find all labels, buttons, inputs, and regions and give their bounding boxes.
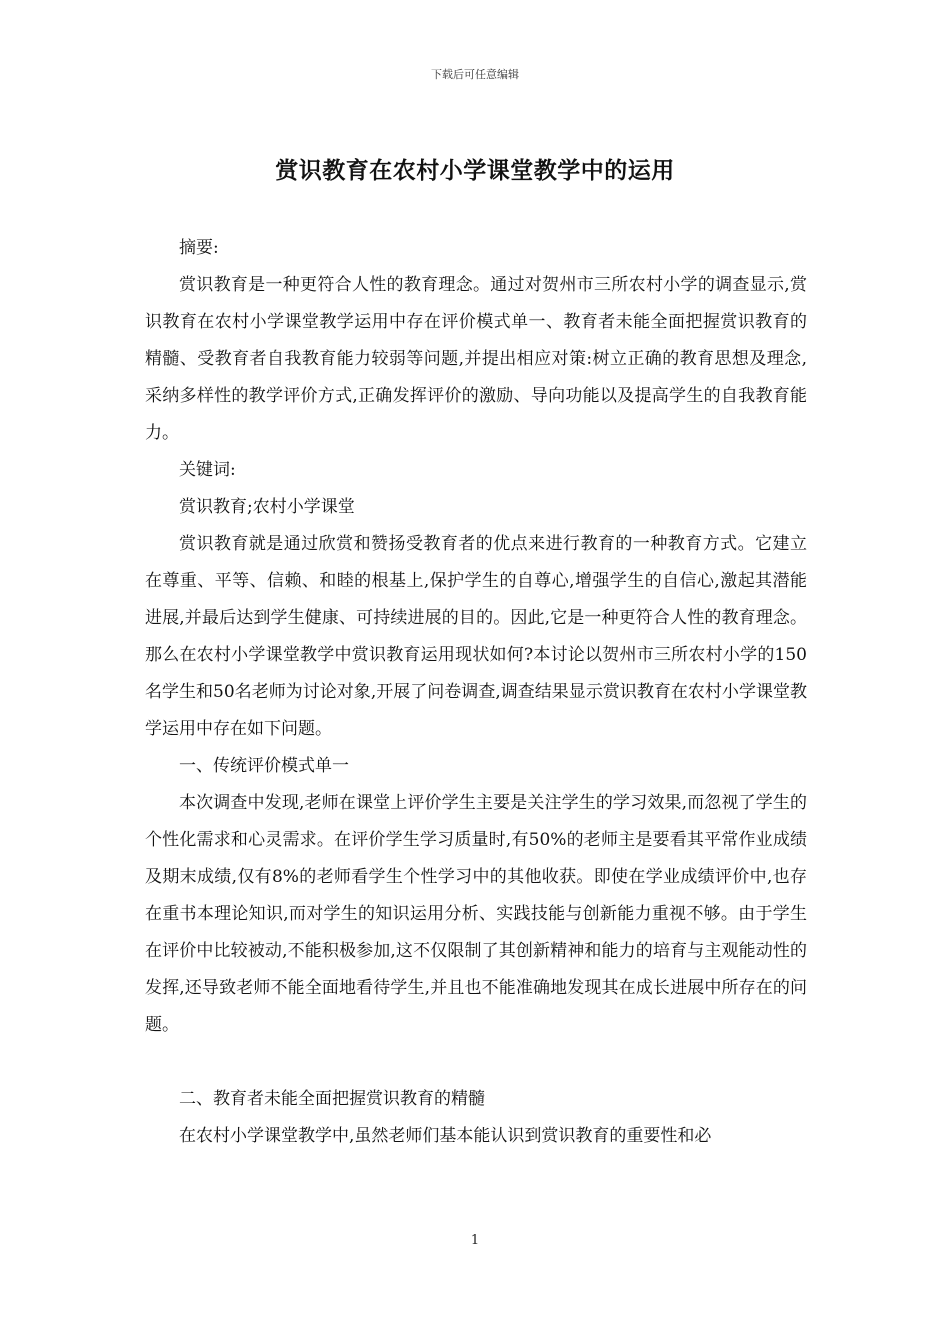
document-title: 赏识教育在农村小学课堂教学中的运用 bbox=[275, 158, 675, 184]
section-heading-2: 二、教育者未能全面把握赏识教育的精髓 bbox=[179, 1089, 485, 1109]
page-number: 1 bbox=[470, 1233, 480, 1248]
abstract-text: 赏识教育是一种更符合人性的教育理念。通过对贺州市三所农村小学的调查显示,赏识教育在农村小学课堂教学运用中存在评价模式单一、教育者未能全面把握赏识教育的精髓、受教育者自我教育能力较弱等问题,并提出相应对策:树立正确的教育思想及理念,采纳多样性的教学评价方式,正确发挥评价的激励、导向功能以及提高学生的自我教育能力。 bbox=[145, 275, 807, 443]
abstract-heading: 摘要: bbox=[179, 238, 219, 258]
header-note: 下载后可任意编辑 bbox=[431, 68, 519, 81]
intro-paragraph: 赏识教育就是通过欣赏和赞扬受教育者的优点来进行教育的一种教育方式。它建立在尊重、平等、信赖、和睦的根基上,保护学生的自尊心,增强学生的自信心,激起其潜能进展,并最后达到学生健康、可持续进展的目的。因此,它是一种更符合人性的教育理念。那么在农村小学课堂教学中赏识教育运用现状如何?本讨论以贺州市三所农村小学的150名学生和50名老师为讨论对象,开展了问卷调查,调查结果显示赏识教育在农村小学课堂教学运用中存在如下问题。 bbox=[145, 534, 807, 739]
keywords-heading: 关键词: bbox=[179, 460, 236, 480]
section-1-paragraph: 本次调查中发现,老师在课堂上评价学生主要是关注学生的学习效果,而忽视了学生的个性化需求和心灵需求。在评价学生学习质量时,有50%的老师主是要看其平常作业成绩及期末成绩,仅有8%的老师看学生个性学习中的其他收获。即使在学业成绩评价中,也存在重书本理论知识,而对学生的知识运用分析、实践技能与创新能力重视不够。由于学生在评价中比较被动,不能积极参加,这不仅限制了其创新精神和能力的培育与主观能动性的发挥,还导致老师不能全面地看待学生,并且也不能准确地发现其在成长进展中所存在的问题。 bbox=[145, 793, 807, 1035]
section-heading-1: 一、传统评价模式单一 bbox=[179, 756, 349, 776]
keywords-text: 赏识教育;农村小学课堂 bbox=[179, 497, 355, 517]
section-2-paragraph: 在农村小学课堂教学中,虽然老师们基本能认识到赏识教育的重要性和必 bbox=[179, 1126, 712, 1146]
document-body bbox=[145, 230, 807, 1155]
